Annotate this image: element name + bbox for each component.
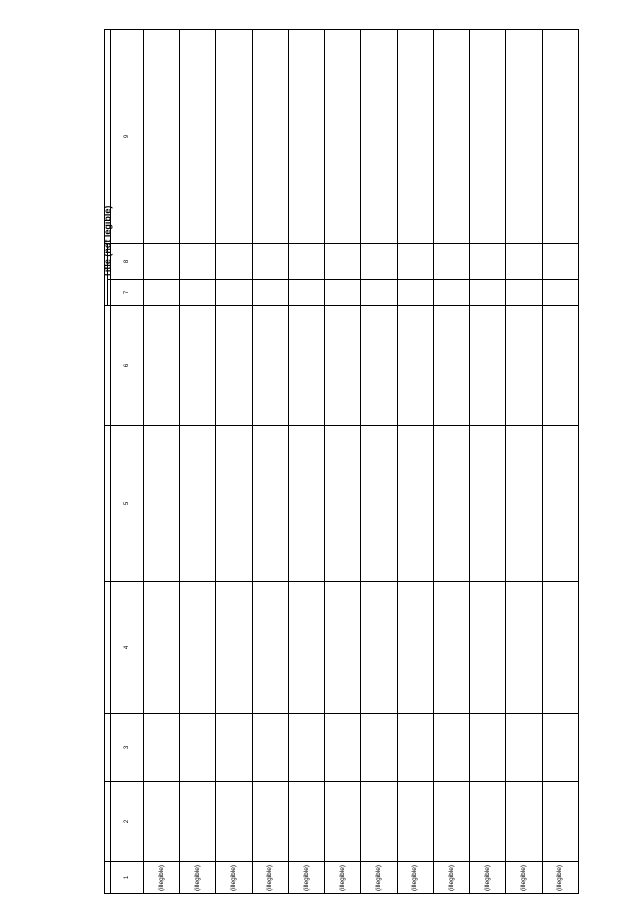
column-number: 7 xyxy=(111,280,144,306)
table-row xyxy=(252,30,288,894)
cell-row-number: (illegible) xyxy=(506,862,542,894)
table-row xyxy=(470,30,506,894)
column-number: 4 xyxy=(111,582,144,714)
column-number: 5 xyxy=(111,426,144,582)
cell-address xyxy=(542,426,578,582)
cell-settlement xyxy=(288,714,324,782)
cell-organization xyxy=(143,306,179,426)
cell-month xyxy=(180,244,216,280)
cell-municipality xyxy=(180,782,216,862)
cell-organization xyxy=(542,306,578,426)
cell-month xyxy=(361,244,397,280)
table-row xyxy=(180,30,216,894)
cell-settlement xyxy=(252,714,288,782)
cell-organization xyxy=(361,306,397,426)
cell-month xyxy=(542,244,578,280)
cell-address xyxy=(180,426,216,582)
cell-address xyxy=(470,426,506,582)
cell-municipality xyxy=(542,782,578,862)
column-number: 2 xyxy=(111,782,144,862)
cell-year xyxy=(433,280,469,306)
cell-year xyxy=(180,280,216,306)
cell-measure xyxy=(143,582,179,714)
cell-measure xyxy=(397,582,433,714)
cell-month xyxy=(216,244,252,280)
cell-month xyxy=(143,244,179,280)
cell-year xyxy=(216,280,252,306)
cell-settlement xyxy=(325,714,361,782)
cell-object-code xyxy=(433,30,469,244)
cell-settlement xyxy=(180,714,216,782)
cell-municipality xyxy=(143,782,179,862)
cell-row-number: (illegible) xyxy=(216,862,252,894)
cell-municipality xyxy=(506,782,542,862)
cell-object-code xyxy=(325,30,361,244)
cell-address xyxy=(216,426,252,582)
cell-organization xyxy=(252,306,288,426)
column-number-row xyxy=(111,30,144,894)
cell-measure xyxy=(506,582,542,714)
cell-settlement xyxy=(216,714,252,782)
cell-year xyxy=(252,280,288,306)
cell-year xyxy=(361,280,397,306)
cell-object-code xyxy=(216,30,252,244)
cell-object-code xyxy=(542,30,578,244)
cell-row-number: (illegible) xyxy=(361,862,397,894)
table-row xyxy=(506,30,542,894)
cell-object-code xyxy=(143,30,179,244)
cell-year xyxy=(542,280,578,306)
cell-measure xyxy=(180,582,216,714)
header-row xyxy=(105,30,108,894)
cell-municipality xyxy=(252,782,288,862)
cell-address xyxy=(506,426,542,582)
cell-month xyxy=(252,244,288,280)
cell-organization xyxy=(288,306,324,426)
cell-month xyxy=(325,244,361,280)
cell-month xyxy=(288,244,324,280)
cell-object-code xyxy=(397,30,433,244)
cell-month xyxy=(433,244,469,280)
cell-organization xyxy=(180,306,216,426)
cell-organization xyxy=(470,306,506,426)
cell-measure xyxy=(361,582,397,714)
table-row xyxy=(288,30,324,894)
cell-measure xyxy=(433,582,469,714)
cell-measure xyxy=(325,582,361,714)
cell-year xyxy=(288,280,324,306)
table-row xyxy=(433,30,469,894)
cell-row-number: (illegible) xyxy=(542,862,578,894)
rotated-table-container xyxy=(104,30,579,894)
cell-measure xyxy=(470,582,506,714)
column-number: 8 xyxy=(111,244,144,280)
cell-object-code xyxy=(361,30,397,244)
cell-address xyxy=(433,426,469,582)
cell-settlement xyxy=(143,714,179,782)
cell-object-code xyxy=(470,30,506,244)
table-row xyxy=(216,30,252,894)
cell-address xyxy=(288,426,324,582)
cell-year xyxy=(325,280,361,306)
cell-settlement xyxy=(542,714,578,782)
cell-row-number: (illegible) xyxy=(433,862,469,894)
cell-measure xyxy=(542,582,578,714)
table-row xyxy=(542,30,578,894)
cell-municipality xyxy=(470,782,506,862)
cell-year xyxy=(506,280,542,306)
cell-settlement xyxy=(506,714,542,782)
cell-address xyxy=(325,426,361,582)
column-number: 6 xyxy=(111,306,144,426)
column-number: 3 xyxy=(111,714,144,782)
cell-object-code xyxy=(180,30,216,244)
cell-row-number: (illegible) xyxy=(397,862,433,894)
gasification-schedule-table xyxy=(104,29,579,894)
cell-month xyxy=(397,244,433,280)
cell-year xyxy=(143,280,179,306)
cell-object-code xyxy=(252,30,288,244)
cell-object-code xyxy=(288,30,324,244)
column-number: 9 xyxy=(111,30,144,244)
cell-organization xyxy=(506,306,542,426)
cell-settlement xyxy=(397,714,433,782)
cell-month xyxy=(506,244,542,280)
cell-row-number: (illegible) xyxy=(288,862,324,894)
cell-organization xyxy=(216,306,252,426)
column-number: 1 xyxy=(111,862,144,894)
cell-address xyxy=(397,426,433,582)
cell-address xyxy=(143,426,179,582)
cell-municipality xyxy=(361,782,397,862)
cell-settlement xyxy=(470,714,506,782)
cell-municipality xyxy=(433,782,469,862)
table-row xyxy=(361,30,397,894)
cell-row-number: (illegible) xyxy=(325,862,361,894)
cell-object-code xyxy=(506,30,542,244)
cell-row-number: (illegible) xyxy=(143,862,179,894)
cell-organization xyxy=(325,306,361,426)
cell-settlement xyxy=(433,714,469,782)
cell-row-number: (illegible) xyxy=(252,862,288,894)
document-title: Title (not legible) xyxy=(102,205,113,278)
cell-organization xyxy=(433,306,469,426)
cell-row-number: (illegible) xyxy=(470,862,506,894)
cell-municipality xyxy=(216,782,252,862)
cell-year xyxy=(397,280,433,306)
table-row xyxy=(397,30,433,894)
cell-measure xyxy=(288,582,324,714)
cell-month xyxy=(470,244,506,280)
cell-row-number: (illegible) xyxy=(180,862,216,894)
table-row xyxy=(143,30,179,894)
cell-municipality xyxy=(397,782,433,862)
cell-address xyxy=(361,426,397,582)
cell-municipality xyxy=(325,782,361,862)
cell-measure xyxy=(252,582,288,714)
cell-measure xyxy=(216,582,252,714)
cell-year xyxy=(470,280,506,306)
cell-address xyxy=(252,426,288,582)
table-body xyxy=(143,30,578,894)
cell-municipality xyxy=(288,782,324,862)
table-row xyxy=(325,30,361,894)
cell-settlement xyxy=(361,714,397,782)
cell-organization xyxy=(397,306,433,426)
